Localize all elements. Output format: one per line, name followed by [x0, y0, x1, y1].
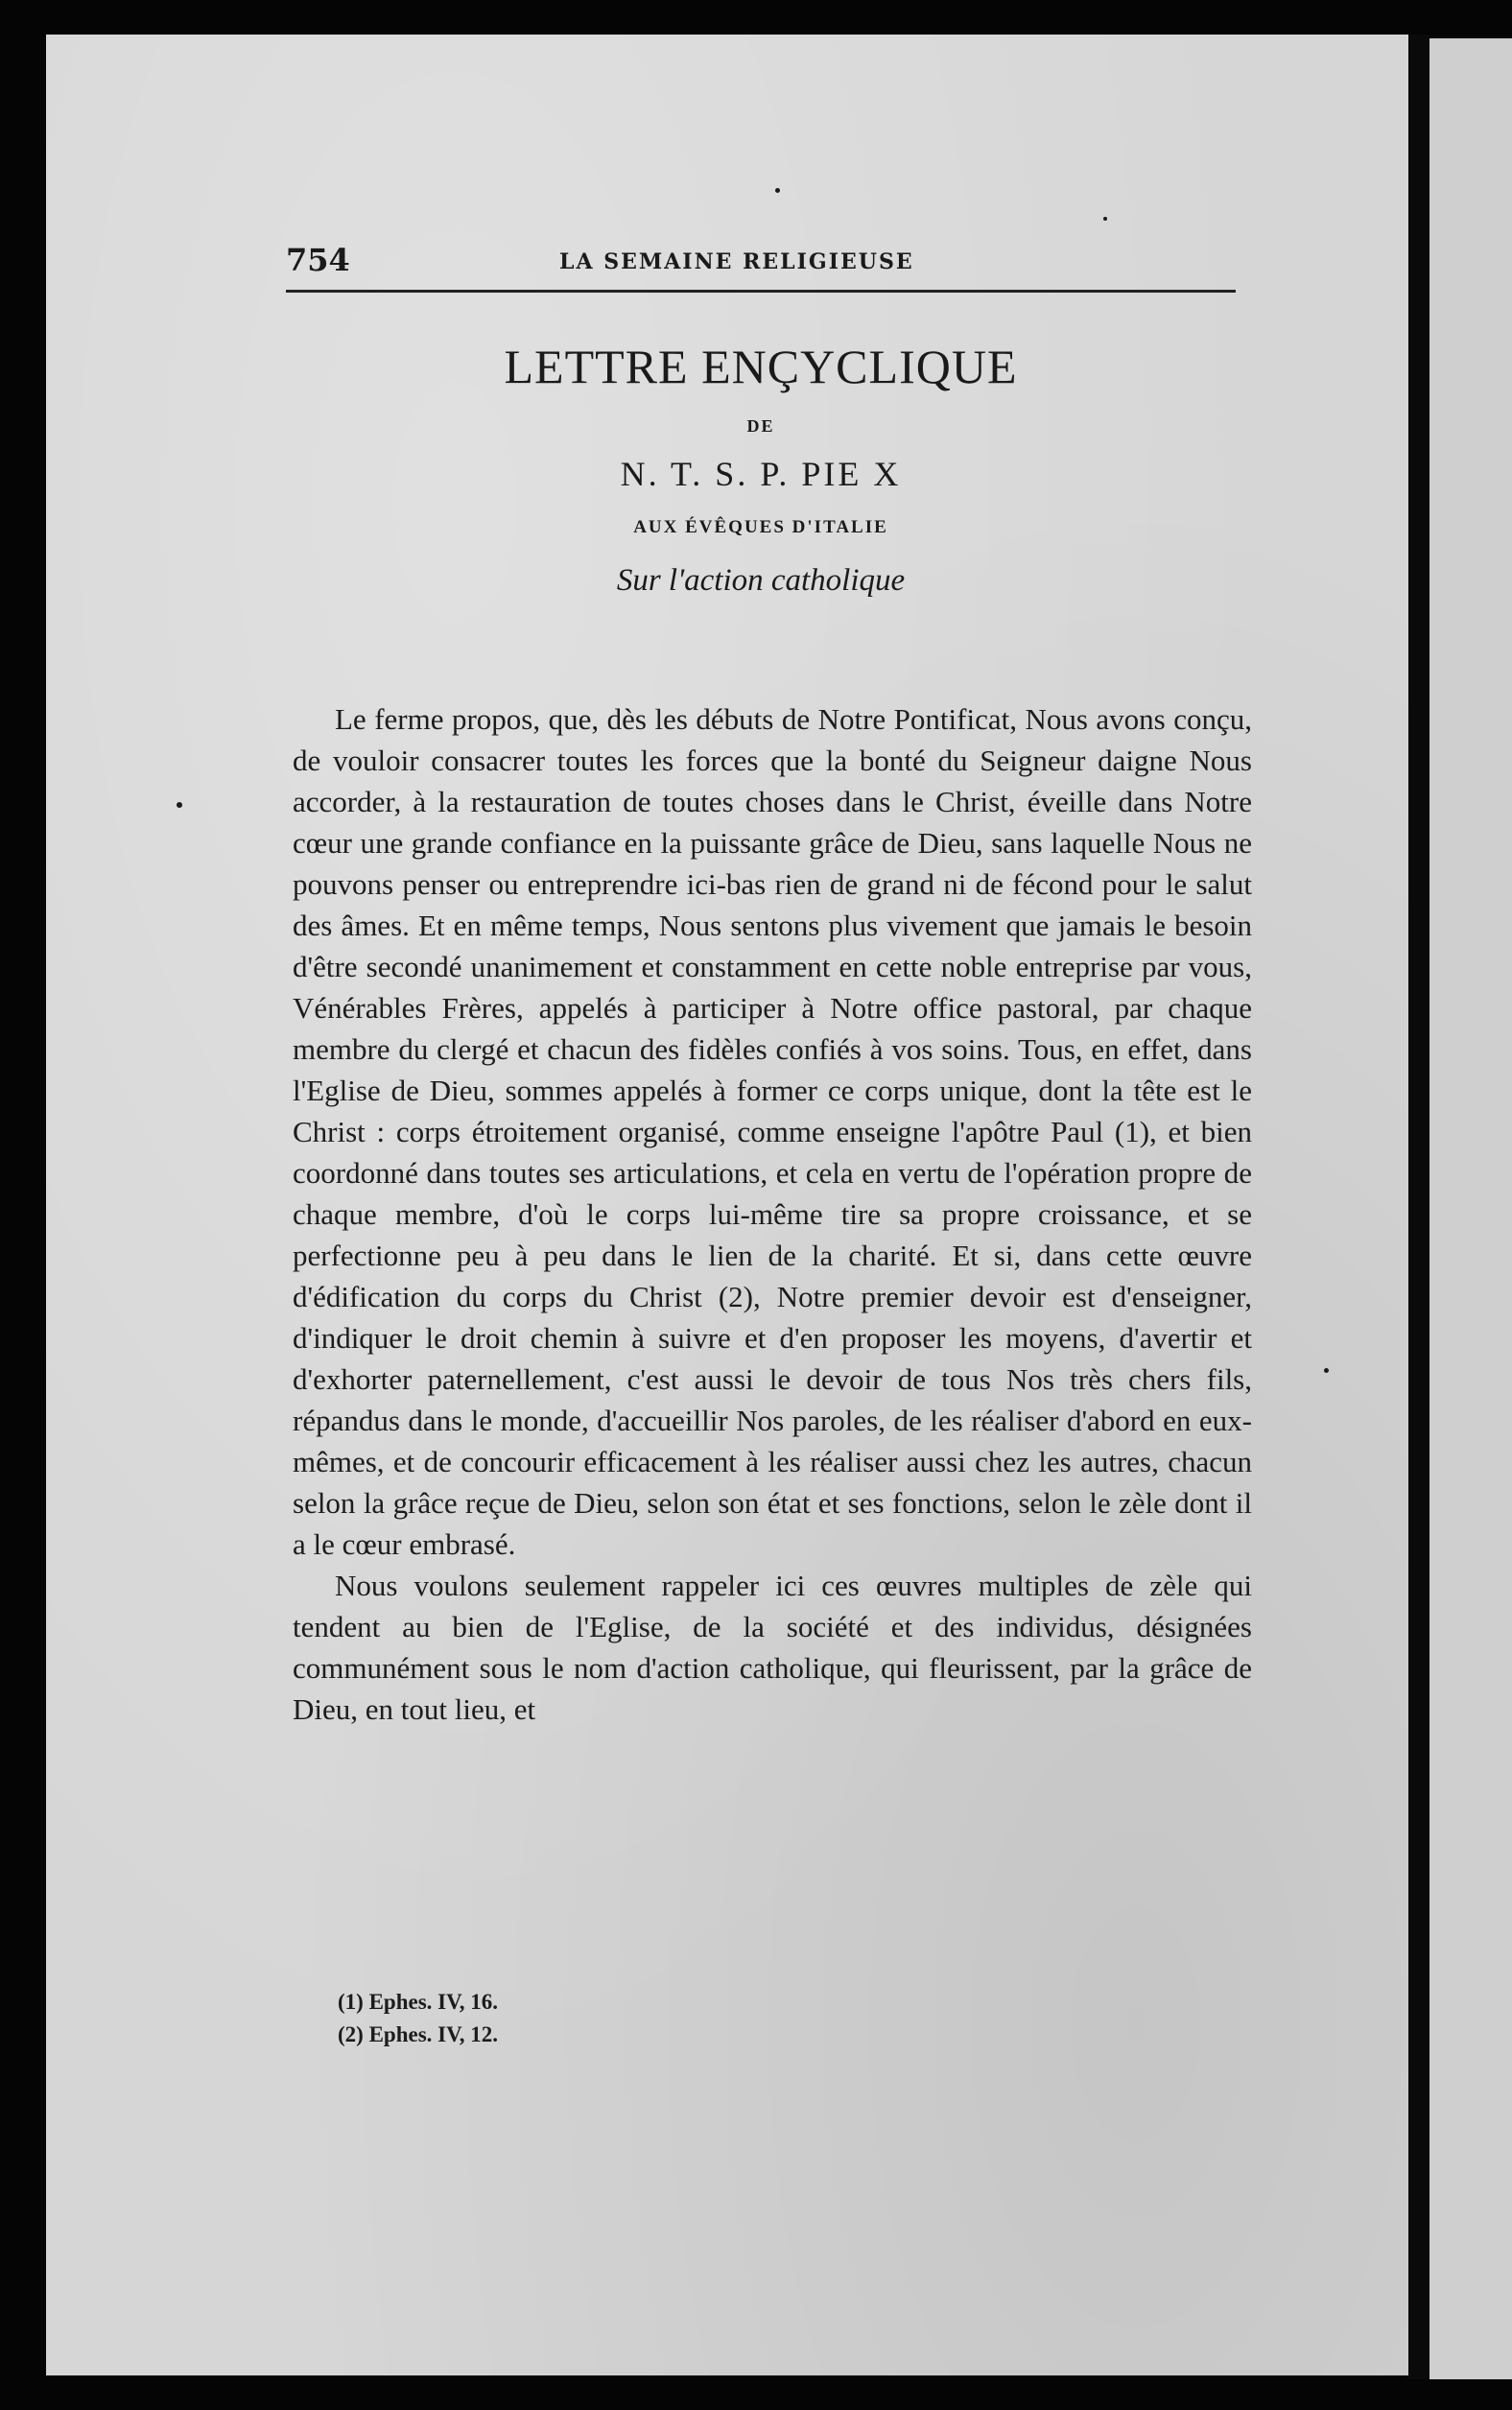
footnotes	[338, 1986, 1201, 2051]
paragraph: Le ferme propos, que, dès les débuts de Notre Pontificat, Nous avons conçu, de vouloir consacrer toutes les forces que la bonté du Seigneur daigne Nous accorder, à la restauration de toutes choses dans le Christ, éveille dans Notre cœur une grande confiance en la puissante grâce de Dieu, sans laquelle Nous ne pouvons penser ou entreprendre ici-bas rien de grand ni de fécond pour le salut des âmes. Et en même temps, Nous sentons plus vivement que jamais le besoin d'être secondé unanimement et constamment en cette noble entreprise par vous, Vénérables Frères, appelés à participer à Notre office pastoral, par chaque membre du clergé et chacun des fidèles confiés à vos soins. Tous, en effet, dans l'Eglise de Dieu, sommes appelés à former ce corps unique, dont la tête est le Christ : corps étroitement organisé, comme enseigne l'apôtre Paul (1), et bien coordonné dans toutes ses articulations, et cela en vertu de l'opération propre de chaque membre, d'où le corps lui-même tire sa propre croissance, et se perfectionne peu à peu dans le lien de la charité. Et si, dans cette œuvre d'édification du corps du Christ (2), Notre premier devoir est d'enseigner, d'indiquer le droit chemin à suivre et d'en proposer les moyens, d'avertir et d'exhorter paternellement, c'est aussi le devoir de tous Nos très chers fils, répandus dans le monde, d'accueillir Nos paroles, de les réaliser d'abord en eux-mêmes, et de concourir efficacement à les réaliser aussi chez les autres, chacun selon la grâce reçue de Dieu, selon son état et ses fonctions, selon le zèle dont il a le cœur embrasé.	[293, 702, 1252, 1561]
running-head: LA SEMAINE RELIGIEUSE	[559, 249, 914, 274]
adjacent-page-edge	[1428, 38, 1512, 2379]
document-title: LETTRE ENÇYCLIQUE	[504, 340, 1018, 393]
author-line: N. T. S. P. PIE X	[620, 455, 902, 493]
book-gutter	[1406, 35, 1429, 2379]
scan-speck	[775, 188, 780, 193]
title-de: DE	[746, 416, 775, 436]
scan-speck	[1324, 1368, 1329, 1373]
scan-speck	[1103, 217, 1107, 221]
title-block	[286, 336, 1236, 599]
paragraph: Nous voulons seulement rappeler ici ces œuvres multiples de zèle qui tendent au bien de l'Eglise, de la société et des individus, désignées communément sous le nom d'action catholique, qui fleurissent, par la grâce de Dieu, en tout lieu, et	[293, 1569, 1252, 1726]
scan-speck	[177, 802, 182, 808]
addressee-line: AUX ÉVÊQUES D'ITALIE	[633, 517, 888, 537]
footnote: (2) Ephes. IV, 12.	[338, 2022, 498, 2046]
footnote: (1) Ephes. IV, 16.	[338, 1990, 498, 2014]
page-header	[286, 240, 1236, 284]
page-number: 754	[286, 242, 350, 278]
header-rule	[286, 290, 1236, 293]
body-text	[293, 698, 1252, 1730]
subject-line: Sur l'action catholique	[616, 563, 906, 598]
